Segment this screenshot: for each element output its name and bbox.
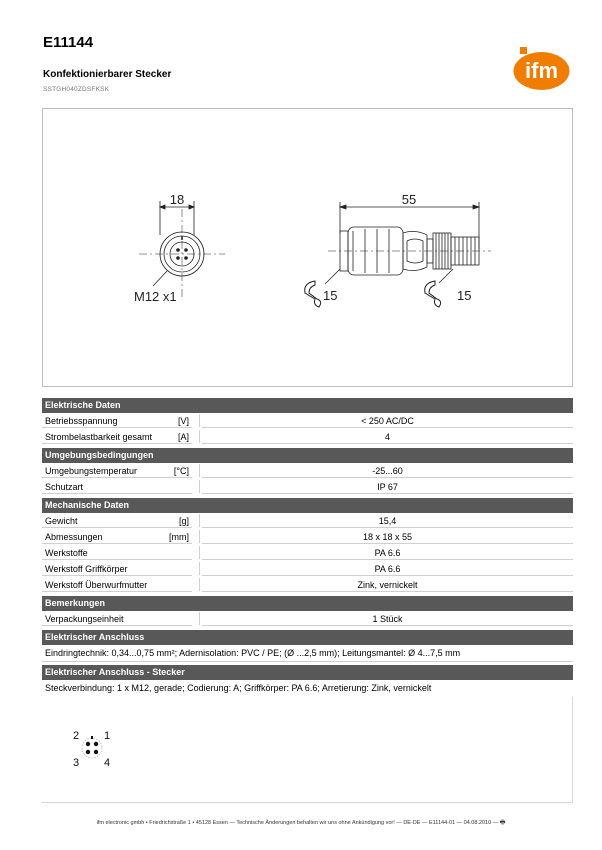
product-subtitle: Konfektionierbarer Stecker bbox=[43, 69, 172, 80]
section-header: Umgebungsbedingungen bbox=[42, 448, 573, 463]
page-footer bbox=[0, 818, 602, 828]
row-value: -25...60 bbox=[372, 466, 403, 476]
table-row bbox=[42, 529, 573, 545]
row-label: Umgebungstemperatur bbox=[45, 466, 138, 476]
pin-label-2: 2 bbox=[73, 730, 80, 742]
dimension-drawing bbox=[43, 109, 574, 388]
footer-text: ifm electronic gmbh • Friedrichstraße 1 • 45128 Essen — Technische Änderungen behalten wir uns ohne Ankündigung vor! — DE-DE — E11144-01 — 04.08.2010 — bbox=[96, 820, 499, 826]
thread-label: M12 x1 bbox=[134, 289, 177, 304]
table-row bbox=[42, 545, 573, 561]
product-code-title: E11144 bbox=[43, 34, 94, 51]
wrench-size-right: 15 bbox=[457, 288, 472, 303]
section-header: Bemerkungen bbox=[42, 596, 573, 611]
row-label: Abmessungen bbox=[45, 532, 103, 542]
pin-diagram-area bbox=[42, 697, 573, 803]
article-code: SSTGH040ZDSFKSK bbox=[43, 86, 110, 93]
spec-table bbox=[42, 398, 573, 696]
section-header: Elektrischer Anschluss - Stecker bbox=[42, 665, 573, 680]
print-icon: 🖶 bbox=[499, 820, 506, 826]
pin-diagram bbox=[62, 723, 122, 773]
row-value: PA 6.6 bbox=[374, 548, 401, 558]
row-unit: [g] bbox=[178, 516, 189, 526]
row-label: Schutzart bbox=[45, 482, 84, 492]
row-label: Werkstoff Griffkörper bbox=[45, 564, 128, 574]
row-label: Werkstoffe bbox=[45, 548, 88, 558]
table-row bbox=[42, 561, 573, 577]
pin-label-1: 1 bbox=[104, 730, 111, 742]
row-label: Strombelastbarkeit gesamt bbox=[45, 432, 153, 442]
row-label: Verpackungseinheit bbox=[45, 614, 124, 624]
table-row bbox=[42, 413, 573, 429]
row-value: < 250 AC/DC bbox=[361, 416, 414, 426]
plug-connection-text: Steckverbindung: 1 x M12, gerade; Codierung: A; Griffkörper: PA 6.6; Arretierung: Zink, vernickelt bbox=[45, 683, 432, 693]
dimension-drawing-frame bbox=[42, 108, 573, 387]
connection-text: Eindringtechnik: 0,34...0,75 mm²; Adernisolation: PVC / PE; (Ø ...2,5 mm); Leitungsmantel: Ø 4...7,5 mm bbox=[42, 645, 573, 662]
side-dimension-label: 55 bbox=[401, 192, 417, 207]
row-unit: [A] bbox=[177, 432, 189, 442]
row-value: Zink, vernickelt bbox=[357, 580, 418, 590]
row-value: IP 67 bbox=[377, 482, 398, 492]
table-row bbox=[42, 429, 573, 445]
row-value: PA 6.6 bbox=[374, 564, 401, 574]
table-row bbox=[42, 463, 573, 479]
row-value: 1 Stück bbox=[372, 614, 403, 624]
row-label: Werkstoff Überwurfmutter bbox=[45, 580, 148, 590]
row-value: 4 bbox=[384, 432, 390, 442]
front-dimension-label: 18 bbox=[169, 192, 185, 207]
table-row bbox=[42, 513, 573, 529]
row-label: Betriebsspannung bbox=[45, 416, 118, 426]
ifm-logo bbox=[513, 44, 570, 90]
side-view bbox=[305, 192, 491, 307]
wrench-size-left: 15 bbox=[323, 288, 338, 303]
front-view bbox=[134, 192, 225, 304]
section-header: Mechanische Daten bbox=[42, 498, 573, 513]
pin-label-3: 3 bbox=[73, 757, 80, 769]
section-header: Elektrische Daten bbox=[42, 398, 573, 413]
row-label: Gewicht bbox=[45, 516, 78, 526]
pin-label-4: 4 bbox=[104, 757, 111, 769]
svg-text:ifm: ifm bbox=[525, 58, 558, 83]
row-unit: [mm] bbox=[169, 532, 189, 542]
table-row bbox=[42, 577, 573, 593]
row-unit: [V] bbox=[177, 416, 189, 426]
table-row bbox=[42, 611, 573, 627]
table-row bbox=[42, 479, 573, 495]
row-value: 18 x 18 x 55 bbox=[362, 532, 413, 542]
row-value: 15,4 bbox=[378, 516, 397, 526]
section-header: Elektrischer Anschluss bbox=[42, 630, 573, 645]
row-unit: [°C] bbox=[173, 466, 189, 476]
